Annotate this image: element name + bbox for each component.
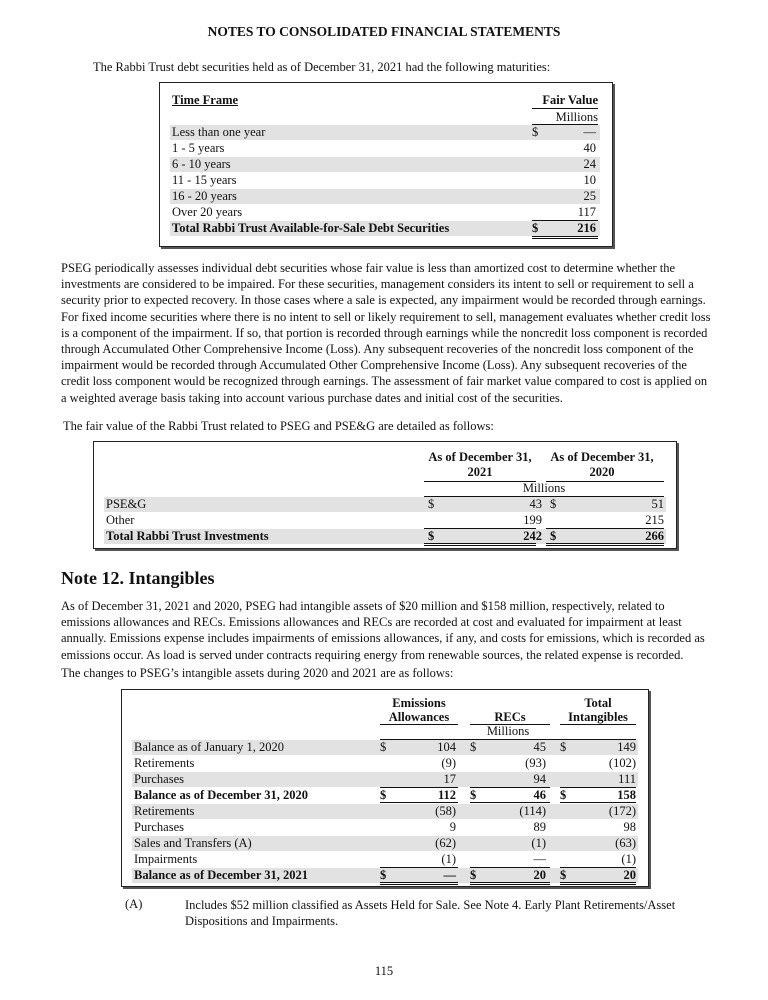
emissions-value: 17: [443, 772, 456, 786]
total-value: 20: [623, 868, 636, 882]
total-value: (1): [621, 852, 636, 866]
recs-value: (93): [525, 756, 546, 770]
dollar-sign: $: [470, 868, 477, 882]
impairment-paragraph: PSEG periodically assesses individual debt securities whose fair value is less than amortized cost to determine whether the investments are considered to be impaired. For these securities, management considers its intent to sell or requirement to sell a security prior to expected recovery. In those cases where a sale is expected, any impairment would be recorded through earnings. For fixed income securities where there is no intent to sell or likely requirement to sell, management evaluates whether credit loss is a component of the impairment. If so, that portion is recorded through earnings while the noncredit loss component is recorded through Accumulated Other Comprehensive Income (Loss). Any subsequent recoveries of the noncredit loss component of the impairment would be recorded through Accumulated Other Comprehensive Income (Loss). Any subsequent recoveries of the credit loss component would be recognized through earnings. The assessment of fair market value compared to cost is applied on a weighted average basis taking into account various purchase dates and initial cost of the securities.: [61, 261, 711, 405]
footnote-text: Includes $52 million classified as Assets Held for Sale. See Note 4. Early Plant Retirements/Asset Dispositions and Impairments.: [185, 898, 676, 929]
total-label: Total Rabbi Trust Investments: [106, 529, 269, 543]
col-time-frame: Time Frame: [172, 93, 239, 107]
recs-value: —: [533, 852, 546, 866]
row-label: Retirements: [134, 804, 195, 818]
table-row: [170, 141, 600, 156]
row-value: 25: [583, 189, 596, 203]
emissions-value: 112: [437, 788, 456, 802]
emissions-value: —: [443, 868, 456, 882]
dollar-sign: $: [380, 868, 387, 882]
table-row: [170, 173, 600, 188]
total-value: 158: [617, 788, 636, 802]
total-value: (172): [608, 804, 636, 818]
table-row: [132, 740, 638, 755]
total-2020: 266: [645, 529, 664, 543]
recs-value: (1): [531, 836, 546, 850]
total-label: Total Rabbi Trust Available-for-Sale Debt Securities: [172, 221, 450, 235]
table-row: [104, 497, 666, 512]
dollar-sign: $: [560, 788, 567, 802]
row-label: Purchases: [134, 820, 184, 834]
total-value: 111: [618, 772, 636, 786]
footnote-marker: (A): [125, 897, 143, 911]
table-row: [132, 756, 638, 771]
row-label: Balance as of December 31, 2020: [134, 788, 309, 802]
dollar-sign: $: [560, 740, 567, 754]
balance-row: [132, 868, 638, 883]
value-2021: 199: [523, 513, 542, 527]
total-value: (102): [608, 756, 636, 770]
row-label: Impairments: [134, 852, 198, 866]
row-label: PSE&G: [106, 497, 147, 511]
table-row: [132, 820, 638, 835]
dollar-sign: $: [380, 788, 387, 802]
col-2021: As of December 31, 2021: [428, 450, 532, 479]
row-label: Balance as of January 1, 2020: [134, 740, 284, 754]
intangibles-paragraph: As of December 31, 2021 and 2020, PSEG had intangible assets of $20 million and $158 million, respectively, related to emissions allowances and RECs. Emissions allowances and RECs are recorded at cost and evaluated for impairment at least annually. Emissions expense includes impairments of emissions allowances, if any, and costs for emissions, which is recorded as emissions occur. As load is served under contracts requiring energy from renewable sources, the related expense is recorded.: [61, 599, 705, 662]
row-label: 1 - 5 years: [172, 141, 225, 155]
row-label: Less than one year: [172, 125, 266, 139]
changes-intro: The changes to PSEG’s intangible assets during 2020 and 2021 are as follows:: [61, 666, 454, 680]
col-total: Total Intangibles: [568, 696, 628, 724]
col-2020: As of December 31, 2020: [550, 450, 654, 479]
row-label: Purchases: [134, 772, 184, 786]
total-value: (63): [615, 836, 636, 850]
recs-value: (114): [519, 804, 546, 818]
unit-label: Millions: [555, 110, 598, 124]
table-row: [132, 772, 638, 787]
table-row: [132, 804, 638, 819]
dollar-sign: $: [532, 125, 539, 139]
total-2021: 242: [523, 529, 542, 543]
recs-value: 45: [533, 740, 546, 754]
col-fair-value: Fair Value: [542, 93, 598, 107]
dollar-sign: $: [560, 868, 567, 882]
recs-value: 20: [533, 868, 546, 882]
table-row: [170, 125, 600, 140]
dollar-sign: $: [550, 497, 557, 511]
recs-value: 94: [533, 772, 546, 786]
row-label: Retirements: [134, 756, 195, 770]
emissions-value: (62): [435, 836, 456, 850]
total-value: 98: [623, 820, 636, 834]
page-number: 115: [374, 964, 394, 978]
row-value: 40: [583, 141, 596, 155]
row-label: 6 - 10 years: [172, 157, 231, 171]
row-label: Over 20 years: [172, 205, 243, 219]
maturities-intro: The Rabbi Trust debt securities held as of December 31, 2021 had the following maturities:: [93, 60, 551, 74]
row-label: Sales and Transfers (A): [134, 836, 252, 850]
page-header: NOTES TO CONSOLIDATED FINANCIAL STATEMENTS: [207, 24, 561, 39]
row-value: 117: [577, 205, 596, 219]
unit-label: Millions: [486, 724, 530, 738]
unit-label: Millions: [522, 481, 566, 495]
dollar-sign: $: [550, 529, 557, 543]
dollar-sign: $: [428, 497, 435, 511]
col-recs: RECs: [494, 710, 526, 724]
intangibles-table: [121, 689, 649, 887]
table-row: [132, 836, 638, 851]
recs-value: 46: [533, 788, 546, 802]
row-label: Other: [106, 513, 135, 527]
table-row: [170, 157, 600, 172]
emissions-value: (1): [441, 852, 456, 866]
col-emissions: Emissions Allowances: [388, 696, 450, 724]
dollar-sign: $: [470, 740, 477, 754]
row-label: 16 - 20 years: [172, 189, 237, 203]
total-row: [170, 221, 600, 236]
row-label: 11 - 15 years: [172, 173, 237, 187]
row-label: Balance as of December 31, 2021: [134, 868, 309, 882]
row-value: 10: [583, 173, 596, 187]
table-row: [132, 852, 638, 867]
dollar-sign: $: [532, 221, 539, 235]
value-2020: 51: [651, 497, 664, 511]
row-value: 24: [583, 157, 596, 171]
emissions-value: 104: [437, 740, 456, 754]
dollar-sign: $: [470, 788, 477, 802]
total-row: [104, 529, 666, 544]
emissions-value: (58): [435, 804, 456, 818]
recs-value: 89: [533, 820, 546, 834]
maturity-table: [159, 82, 613, 247]
balance-row: [132, 788, 638, 803]
row-value: —: [583, 125, 596, 139]
value-2020: 215: [645, 513, 664, 527]
dollar-sign: $: [380, 740, 387, 754]
table-row: [170, 189, 600, 204]
value-2021: 43: [529, 497, 542, 511]
table-row: [170, 205, 600, 220]
total-value: 149: [617, 740, 636, 754]
dollar-sign: $: [428, 529, 435, 543]
fair-value-intro: The fair value of the Rabbi Trust related to PSEG and PSE&G are detailed as follows:: [63, 419, 494, 433]
table-row: [104, 513, 666, 528]
note-title: Note 12. Intangibles: [61, 568, 215, 588]
emissions-value: 9: [449, 820, 456, 834]
rabbi-trust-table: [93, 441, 677, 549]
total-value: 216: [577, 221, 596, 235]
emissions-value: (9): [441, 756, 456, 770]
